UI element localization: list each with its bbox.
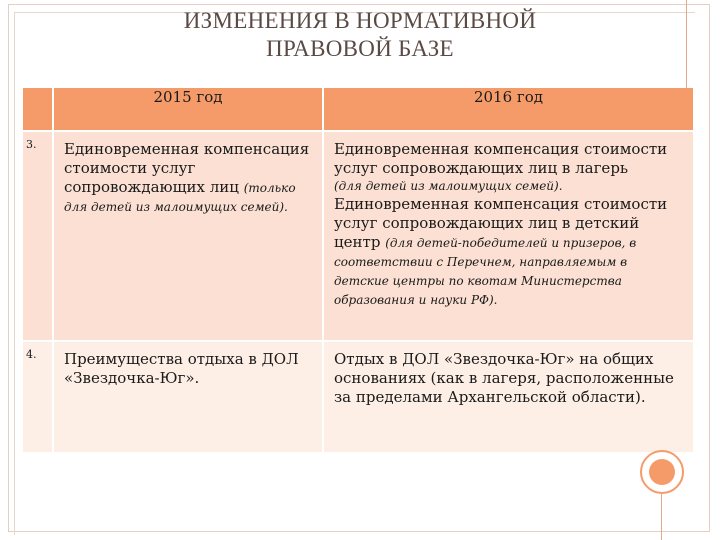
table-row xyxy=(23,131,693,341)
cell-2016 xyxy=(323,131,693,341)
decorative-circle-fill xyxy=(649,459,675,485)
cell-2016-note2: (для детей-победителей и призеров, в соответствии с Перечнем, направляемым в детские центры по квотам Министерства образования и науки РФ). xyxy=(334,236,637,307)
header-2016: 2016 год xyxy=(323,88,693,131)
decorative-circle-icon xyxy=(640,450,684,494)
comparison-table xyxy=(23,88,693,452)
header-num xyxy=(23,88,53,131)
row-number: 4. xyxy=(23,341,53,452)
slide-title-line1: ИЗМЕНЕНИЯ В НОРМАТИВНОЙ xyxy=(183,8,537,33)
cell-2015 xyxy=(53,131,323,341)
cell-2015-tail: лиц xyxy=(209,178,244,196)
cell-2015-note: (только для детей из малоимущих семей). xyxy=(64,181,296,214)
slide-title xyxy=(60,7,660,63)
cell-2016-note1: (для детей из малоимущих семей). xyxy=(334,179,563,193)
row-number: 3. xyxy=(23,131,53,341)
table-header-row xyxy=(23,88,693,131)
header-2015: 2015 год xyxy=(53,88,323,131)
cell-2016-part2: Единовременная компенсация стоимости услуг сопровождающих лиц в детский центр xyxy=(334,195,668,251)
cell-2015-text: Единовременная компенсация стоимости услуг сопровождающих xyxy=(64,140,310,196)
cell-2016-part1: Единовременная компенсация стоимости услуг сопровождающих лиц в лагерь xyxy=(334,140,668,177)
cell-2015: Преимущества отдыха в ДОЛ «Звездочка-Юг». xyxy=(53,341,323,452)
cell-2016: Отдых в ДОЛ «Звездочка-Юг» на общих основаниях (как в лагеря, расположенные за пределами Архангельской области). xyxy=(323,341,693,452)
table-row xyxy=(23,341,693,452)
decorative-stem-line xyxy=(661,494,662,540)
slide-title-line2: ПРАВОВОЙ БАЗЕ xyxy=(266,36,454,61)
